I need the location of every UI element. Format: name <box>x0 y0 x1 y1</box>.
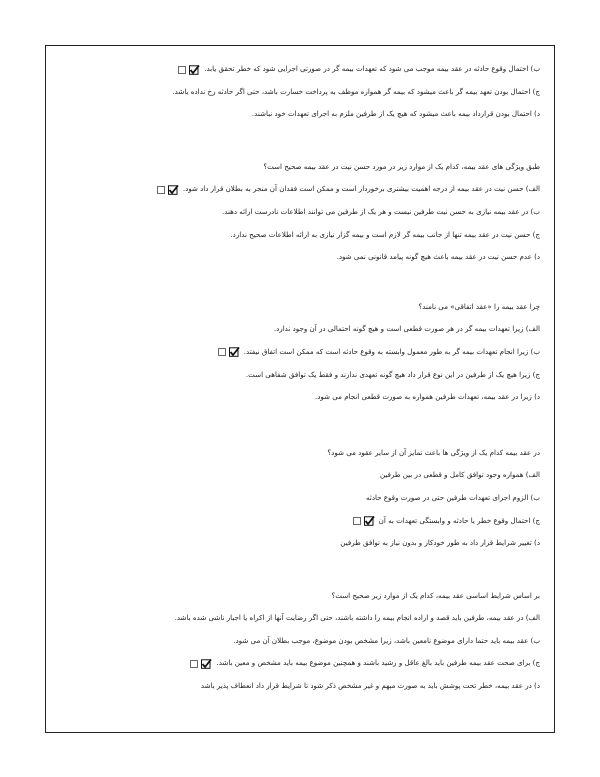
option-line: ب) عقد بیمه باید حتما دارای موضوع نامعین باشد، زیرا مشخص بودن موضوع، موجب بطلان آن می شود. <box>233 635 540 645</box>
check-icon <box>190 658 212 669</box>
option-line: ج) احتمال بودن تعهد بیمه گر باعث میشود که بیمه گر همواره موظف به پرداخت خسارت باشد، حتی اگر حادثه رخ نداده باشد. <box>172 86 540 96</box>
option-line: د) زیرا در عقد بیمه، تعهدات طرفین همواره به صورت قطعی انجام می شود. <box>314 392 540 402</box>
question-1 <box>60 63 540 119</box>
option-line: ب) در عقد بیمه نیازی به حسن نیت طرفین نیست و هر یک از طرفین می توانند اطلاعات نادرست ارائه دهند. <box>222 206 540 216</box>
question-5 <box>60 590 540 691</box>
option-line: الف) همواره وجود توافق کامل و قطعی در بین طرفین <box>380 470 540 480</box>
check-icon <box>353 515 375 526</box>
question-stem: طبق ویژگی های عقد بیمه، کدام یک از موارد زیر در مورد حسن نیت در عقد بیمه صحیح است؟ <box>263 161 540 171</box>
option-line: ب) الزوم اجرای تعهدات طرفین حتی در صورت وقوع حادثه <box>366 492 540 502</box>
option-line: د) عدم حسن نیت در عقد بیمه باعث هیچ گونه پیامد قانونی نمی شود. <box>336 252 540 262</box>
option-line: الف) حسن نیت در عقد بیمه از درجه اهمیت بیشتری برخوردار است و ممکن است فقدان آن منجر به بطلان قرار داد شود. <box>60 183 540 194</box>
question-stem: در عقد بیمه کدام یک از ویژگی ها باعث تمایز آن از سایر عقود می شود؟ <box>327 447 540 457</box>
question-stem: بر اساس شرایط اساسی عقد بیمه، کدام یک از موارد زیر صحیح است؟ <box>331 590 540 600</box>
question-3 <box>60 301 540 402</box>
option-line: الف) در عقد بیمه، طرفین باید قصد و اراده انجام بیمه را داشته باشند، حتی اگر رضایت آنها از اکراه یا اجبار ناشی شده باشد. <box>174 613 540 623</box>
option-line: د) تغییر شرایط قرار داد به طور خودکار و بدون نیاز به توافق طرفین <box>340 538 540 548</box>
check-icon <box>218 346 240 357</box>
question-4 <box>60 447 540 548</box>
option-line: ج) حسن نیت در عقد بیمه تنها از جانب بیمه گر لازم است و بیمه گزار نیازی به ارائه اطلاعات صحیح ندارد. <box>230 229 540 239</box>
option-line: ج) زیرا هیچ یک از طرفین در این نوع قرار داد هیچ گونه تعهدی ندارند و فقط یک توافق شفاهی است. <box>245 369 540 379</box>
option-line: ب) احتمال وقوع حادثه در عقد بیمه موجب می شود که تعهدات بیمه گر در صورتی اجرایی شود که خطر تحقق یابد. <box>60 63 540 74</box>
document-body <box>60 63 540 703</box>
option-line: الف) زیرا تعهدات بیمه گر در هر صورت قطعی است و هیچ گونه احتمالی در آن وجود ندارد. <box>273 324 540 334</box>
option-line: ج) احتمال وقوع خطر یا حادثه و وابستگی تعهدات به آن <box>60 515 540 526</box>
question-stem: چرا عقد بیمه را «عقد اتفاقی» می نامند؟ <box>418 301 540 311</box>
question-2 <box>60 161 540 262</box>
check-icon <box>178 64 200 75</box>
option-line: ب) زیرا انجام تعهدات بیمه گر به طور معمول وابسته به وقوع حادثه است که ممکن است اتفاق نیفتد. <box>60 346 540 357</box>
option-line: ج) برای صحت عقد بیمه طرفین باید بالغ عاقل و رشید باشند و همچنین موضوع بیمه باید مشخص و معین باشد. <box>60 657 540 668</box>
check-icon <box>157 184 179 195</box>
option-line: د) احتمال بودن قرارداد بیمه باعث میشود که هیچ یک از طرفین ملزم به اجرای تعهدات خود نباشند. <box>251 109 540 119</box>
option-line: د) در عقد بیمه، خطر تحت پوشش باید به صورت مبهم و غیر مشخص ذکر شود تا شرایط قرار داد انعطاف پذیر باشد <box>200 681 540 691</box>
